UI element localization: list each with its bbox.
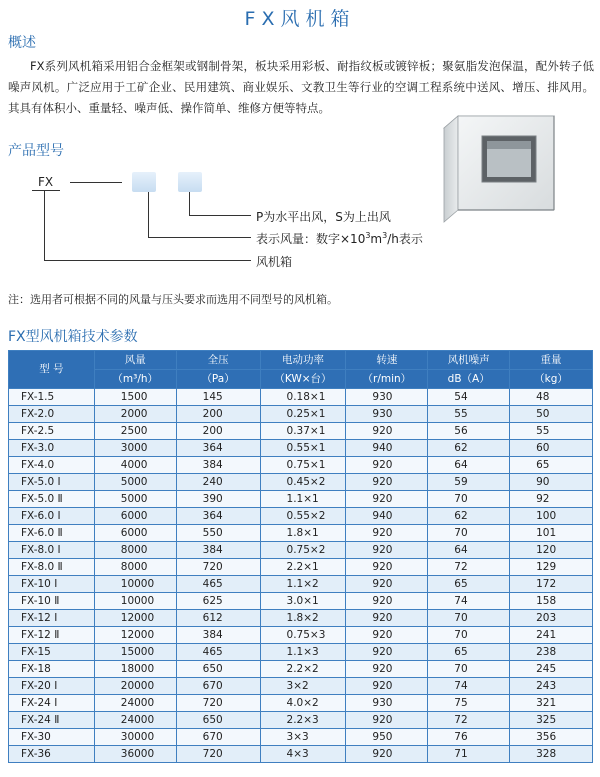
prefix-underline	[32, 190, 60, 191]
value-cell: 0.18×1	[260, 389, 346, 406]
table-row	[9, 746, 593, 763]
value-cell: 62	[428, 508, 510, 525]
value-cell: 55	[428, 406, 510, 423]
value-cell: 6000	[94, 525, 176, 542]
leader-prefix-h	[44, 260, 251, 261]
column-header: 风机噪声	[428, 351, 510, 370]
value-cell: 1.1×3	[260, 644, 346, 661]
value-cell: 940	[346, 508, 428, 525]
value-cell: 650	[176, 712, 260, 729]
value-cell: 465	[176, 576, 260, 593]
value-cell: 24000	[94, 712, 176, 729]
column-unit: （kg）	[510, 370, 593, 389]
value-cell: 390	[176, 491, 260, 508]
value-cell: 720	[176, 746, 260, 763]
value-cell: 4×3	[260, 746, 346, 763]
legend-fan-box: 风机箱	[256, 255, 293, 269]
value-cell: 72	[428, 559, 510, 576]
model-prefix: FX	[38, 175, 54, 189]
value-cell: 245	[510, 661, 593, 678]
value-cell: 65	[510, 457, 593, 474]
leader-outlet-h	[189, 215, 251, 216]
table-row	[9, 457, 593, 474]
value-cell: 71	[428, 746, 510, 763]
table-row	[9, 406, 593, 423]
value-cell: 238	[510, 644, 593, 661]
value-cell: 920	[346, 457, 428, 474]
value-cell: 3×3	[260, 729, 346, 746]
value-cell: 930	[346, 695, 428, 712]
value-cell: 670	[176, 729, 260, 746]
model-cell: FX-36	[9, 746, 95, 763]
value-cell: 5000	[94, 474, 176, 491]
overview-text: FX系列风机箱采用铝合金框架或钢制骨架，板块采用彩板、耐指纹板或镀锌板；聚氨脂发泡保温，配外转子低噪声风机。广泛应用于工矿企业、民用建筑、商业娱乐、文教卫生等行业的空调工程系统中送风、增压、排风用。其具有体积小、重量轻、噪声低、操作简单、维修方便等特点。	[8, 59, 594, 115]
value-cell: 384	[176, 457, 260, 474]
overview-heading: 概述	[8, 35, 36, 51]
value-cell: 1.8×2	[260, 610, 346, 627]
value-cell: 364	[176, 440, 260, 457]
value-cell: 920	[346, 593, 428, 610]
table-row	[9, 712, 593, 729]
model-cell: FX-2.0	[9, 406, 95, 423]
value-cell: 920	[346, 678, 428, 695]
table-row	[9, 576, 593, 593]
column-header: 全压	[176, 351, 260, 370]
value-cell: 920	[346, 491, 428, 508]
code-box-outlet	[178, 172, 202, 192]
table-row	[9, 610, 593, 627]
value-cell: 70	[428, 627, 510, 644]
model-cell: FX-12 Ⅱ	[9, 627, 95, 644]
value-cell: 12000	[94, 610, 176, 627]
value-cell: 650	[176, 661, 260, 678]
value-cell: 54	[428, 389, 510, 406]
value-cell: 129	[510, 559, 593, 576]
spec-table	[8, 350, 593, 763]
value-cell: 625	[176, 593, 260, 610]
table-row	[9, 695, 593, 712]
value-cell: 59	[428, 474, 510, 491]
value-cell: 321	[510, 695, 593, 712]
column-unit: （KW×台）	[260, 370, 346, 389]
value-cell: 36000	[94, 746, 176, 763]
value-cell: 920	[346, 712, 428, 729]
value-cell: 920	[346, 576, 428, 593]
table-row	[9, 661, 593, 678]
value-cell: 6000	[94, 508, 176, 525]
value-cell: 145	[176, 389, 260, 406]
model-cell: FX-24 Ⅰ	[9, 695, 95, 712]
value-cell: 30000	[94, 729, 176, 746]
value-cell: 8000	[94, 542, 176, 559]
model-cell: FX-6.0 Ⅰ	[9, 508, 95, 525]
value-cell: 2.2×2	[260, 661, 346, 678]
value-cell: 62	[428, 440, 510, 457]
value-cell: 0.75×3	[260, 627, 346, 644]
value-cell: 72	[428, 712, 510, 729]
value-cell: 5000	[94, 491, 176, 508]
value-cell: 75	[428, 695, 510, 712]
value-cell: 64	[428, 542, 510, 559]
value-cell: 65	[428, 576, 510, 593]
value-cell: 1.8×1	[260, 525, 346, 542]
value-cell: 100	[510, 508, 593, 525]
value-cell: 2.2×3	[260, 712, 346, 729]
leader-airflow-h	[148, 237, 251, 238]
model-cell: FX-2.5	[9, 423, 95, 440]
column-header: 转速	[346, 351, 428, 370]
value-cell: 384	[176, 627, 260, 644]
value-cell: 2500	[94, 423, 176, 440]
model-cell: FX-20 Ⅰ	[9, 678, 95, 695]
table-row	[9, 491, 593, 508]
spec-table-heading: FX型风机箱技术参数	[8, 329, 138, 345]
value-cell: 3.0×1	[260, 593, 346, 610]
value-cell: 920	[346, 559, 428, 576]
value-cell: 65	[428, 644, 510, 661]
value-cell: 241	[510, 627, 593, 644]
model-cell: FX-6.0 Ⅱ	[9, 525, 95, 542]
value-cell: 76	[428, 729, 510, 746]
table-row	[9, 678, 593, 695]
column-unit: dB（A）	[428, 370, 510, 389]
model-cell: FX-5.0 Ⅱ	[9, 491, 95, 508]
table-row	[9, 729, 593, 746]
leader-airflow-v	[148, 192, 149, 238]
column-unit: （m³/h）	[94, 370, 176, 389]
column-header: 型 号	[9, 351, 95, 389]
value-cell: 920	[346, 644, 428, 661]
value-cell: 930	[346, 389, 428, 406]
value-cell: 950	[346, 729, 428, 746]
model-cell: FX-8.0 Ⅰ	[9, 542, 95, 559]
value-cell: 3000	[94, 440, 176, 457]
value-cell: 158	[510, 593, 593, 610]
model-cell: FX-8.0 Ⅱ	[9, 559, 95, 576]
value-cell: 74	[428, 593, 510, 610]
value-cell: 1500	[94, 389, 176, 406]
legend-outlet: P为水平出风，S为上出风	[256, 210, 391, 224]
fan-box-illustration	[438, 114, 588, 224]
value-cell: 200	[176, 423, 260, 440]
value-cell: 92	[510, 491, 593, 508]
table-row	[9, 644, 593, 661]
value-cell: 920	[346, 423, 428, 440]
legend-airflow: 表示风量：数字$\times 10^3m^3/h$表示	[256, 231, 423, 246]
value-cell: 60	[510, 440, 593, 457]
value-cell: 2000	[94, 406, 176, 423]
value-cell: 325	[510, 712, 593, 729]
value-cell: 384	[176, 542, 260, 559]
value-cell: 4000	[94, 457, 176, 474]
value-cell: 3×2	[260, 678, 346, 695]
value-cell: 70	[428, 610, 510, 627]
model-cell: FX-3.0	[9, 440, 95, 457]
value-cell: 920	[346, 474, 428, 491]
value-cell: 2.2×1	[260, 559, 346, 576]
value-cell: 920	[346, 627, 428, 644]
model-code-heading: 产品型号	[8, 143, 64, 159]
value-cell: 930	[346, 406, 428, 423]
table-row	[9, 542, 593, 559]
table-row	[9, 423, 593, 440]
value-cell: 0.25×1	[260, 406, 346, 423]
value-cell: 8000	[94, 559, 176, 576]
spec-table-header	[9, 351, 593, 389]
value-cell: 0.75×1	[260, 457, 346, 474]
model-cell: FX-30	[9, 729, 95, 746]
value-cell: 18000	[94, 661, 176, 678]
value-cell: 74	[428, 678, 510, 695]
model-cell: FX-10 Ⅱ	[9, 593, 95, 610]
page-title: FX风机箱	[244, 8, 356, 30]
connector-dash	[70, 182, 122, 183]
value-cell: 1.1×1	[260, 491, 346, 508]
value-cell: 70	[428, 525, 510, 542]
value-cell: 56	[428, 423, 510, 440]
value-cell: 0.37×1	[260, 423, 346, 440]
value-cell: 920	[346, 542, 428, 559]
value-cell: 243	[510, 678, 593, 695]
spec-table-body	[9, 389, 593, 763]
table-row	[9, 627, 593, 644]
value-cell: 55	[510, 423, 593, 440]
selection-note: 注：选用者可根据不同的风量与压头要求而选用不同型号的风机箱。	[8, 293, 338, 306]
value-cell: 24000	[94, 695, 176, 712]
value-cell: 203	[510, 610, 593, 627]
value-cell: 70	[428, 661, 510, 678]
model-cell: FX-12 Ⅰ	[9, 610, 95, 627]
value-cell: 172	[510, 576, 593, 593]
table-row	[9, 559, 593, 576]
value-cell: 720	[176, 559, 260, 576]
table-row	[9, 389, 593, 406]
model-cell: FX-5.0 Ⅰ	[9, 474, 95, 491]
column-unit: （Pa）	[176, 370, 260, 389]
value-cell: 101	[510, 525, 593, 542]
value-cell: 64	[428, 457, 510, 474]
table-row	[9, 525, 593, 542]
column-header: 电动功率	[260, 351, 346, 370]
model-cell: FX-1.5	[9, 389, 95, 406]
model-cell: FX-24 Ⅱ	[9, 712, 95, 729]
value-cell: 0.45×2	[260, 474, 346, 491]
model-cell: FX-4.0	[9, 457, 95, 474]
leader-outlet-v	[189, 192, 190, 216]
value-cell: 670	[176, 678, 260, 695]
value-cell: 328	[510, 746, 593, 763]
column-header: 重量	[510, 351, 593, 370]
table-row	[9, 474, 593, 491]
value-cell: 1.1×2	[260, 576, 346, 593]
value-cell: 10000	[94, 593, 176, 610]
value-cell: 10000	[94, 576, 176, 593]
value-cell: 920	[346, 661, 428, 678]
value-cell: 0.55×1	[260, 440, 346, 457]
value-cell: 20000	[94, 678, 176, 695]
table-row	[9, 440, 593, 457]
value-cell: 15000	[94, 644, 176, 661]
value-cell: 48	[510, 389, 593, 406]
value-cell: 12000	[94, 627, 176, 644]
value-cell: 940	[346, 440, 428, 457]
value-cell: 90	[510, 474, 593, 491]
value-cell: 120	[510, 542, 593, 559]
value-cell: 0.55×2	[260, 508, 346, 525]
model-cell: FX-15	[9, 644, 95, 661]
value-cell: 920	[346, 525, 428, 542]
value-cell: 0.75×2	[260, 542, 346, 559]
column-unit: （r/min）	[346, 370, 428, 389]
model-cell: FX-18	[9, 661, 95, 678]
value-cell: 4.0×2	[260, 695, 346, 712]
table-row	[9, 508, 593, 525]
value-cell: 720	[176, 695, 260, 712]
value-cell: 612	[176, 610, 260, 627]
value-cell: 50	[510, 406, 593, 423]
code-box-airflow	[132, 172, 156, 192]
value-cell: 70	[428, 491, 510, 508]
table-row	[9, 593, 593, 610]
leader-prefix-v	[44, 190, 45, 261]
value-cell: 240	[176, 474, 260, 491]
value-cell: 920	[346, 610, 428, 627]
value-cell: 200	[176, 406, 260, 423]
value-cell: 920	[346, 746, 428, 763]
value-cell: 364	[176, 508, 260, 525]
value-cell: 550	[176, 525, 260, 542]
value-cell: 465	[176, 644, 260, 661]
column-header: 风量	[94, 351, 176, 370]
model-cell: FX-10 Ⅰ	[9, 576, 95, 593]
value-cell: 356	[510, 729, 593, 746]
